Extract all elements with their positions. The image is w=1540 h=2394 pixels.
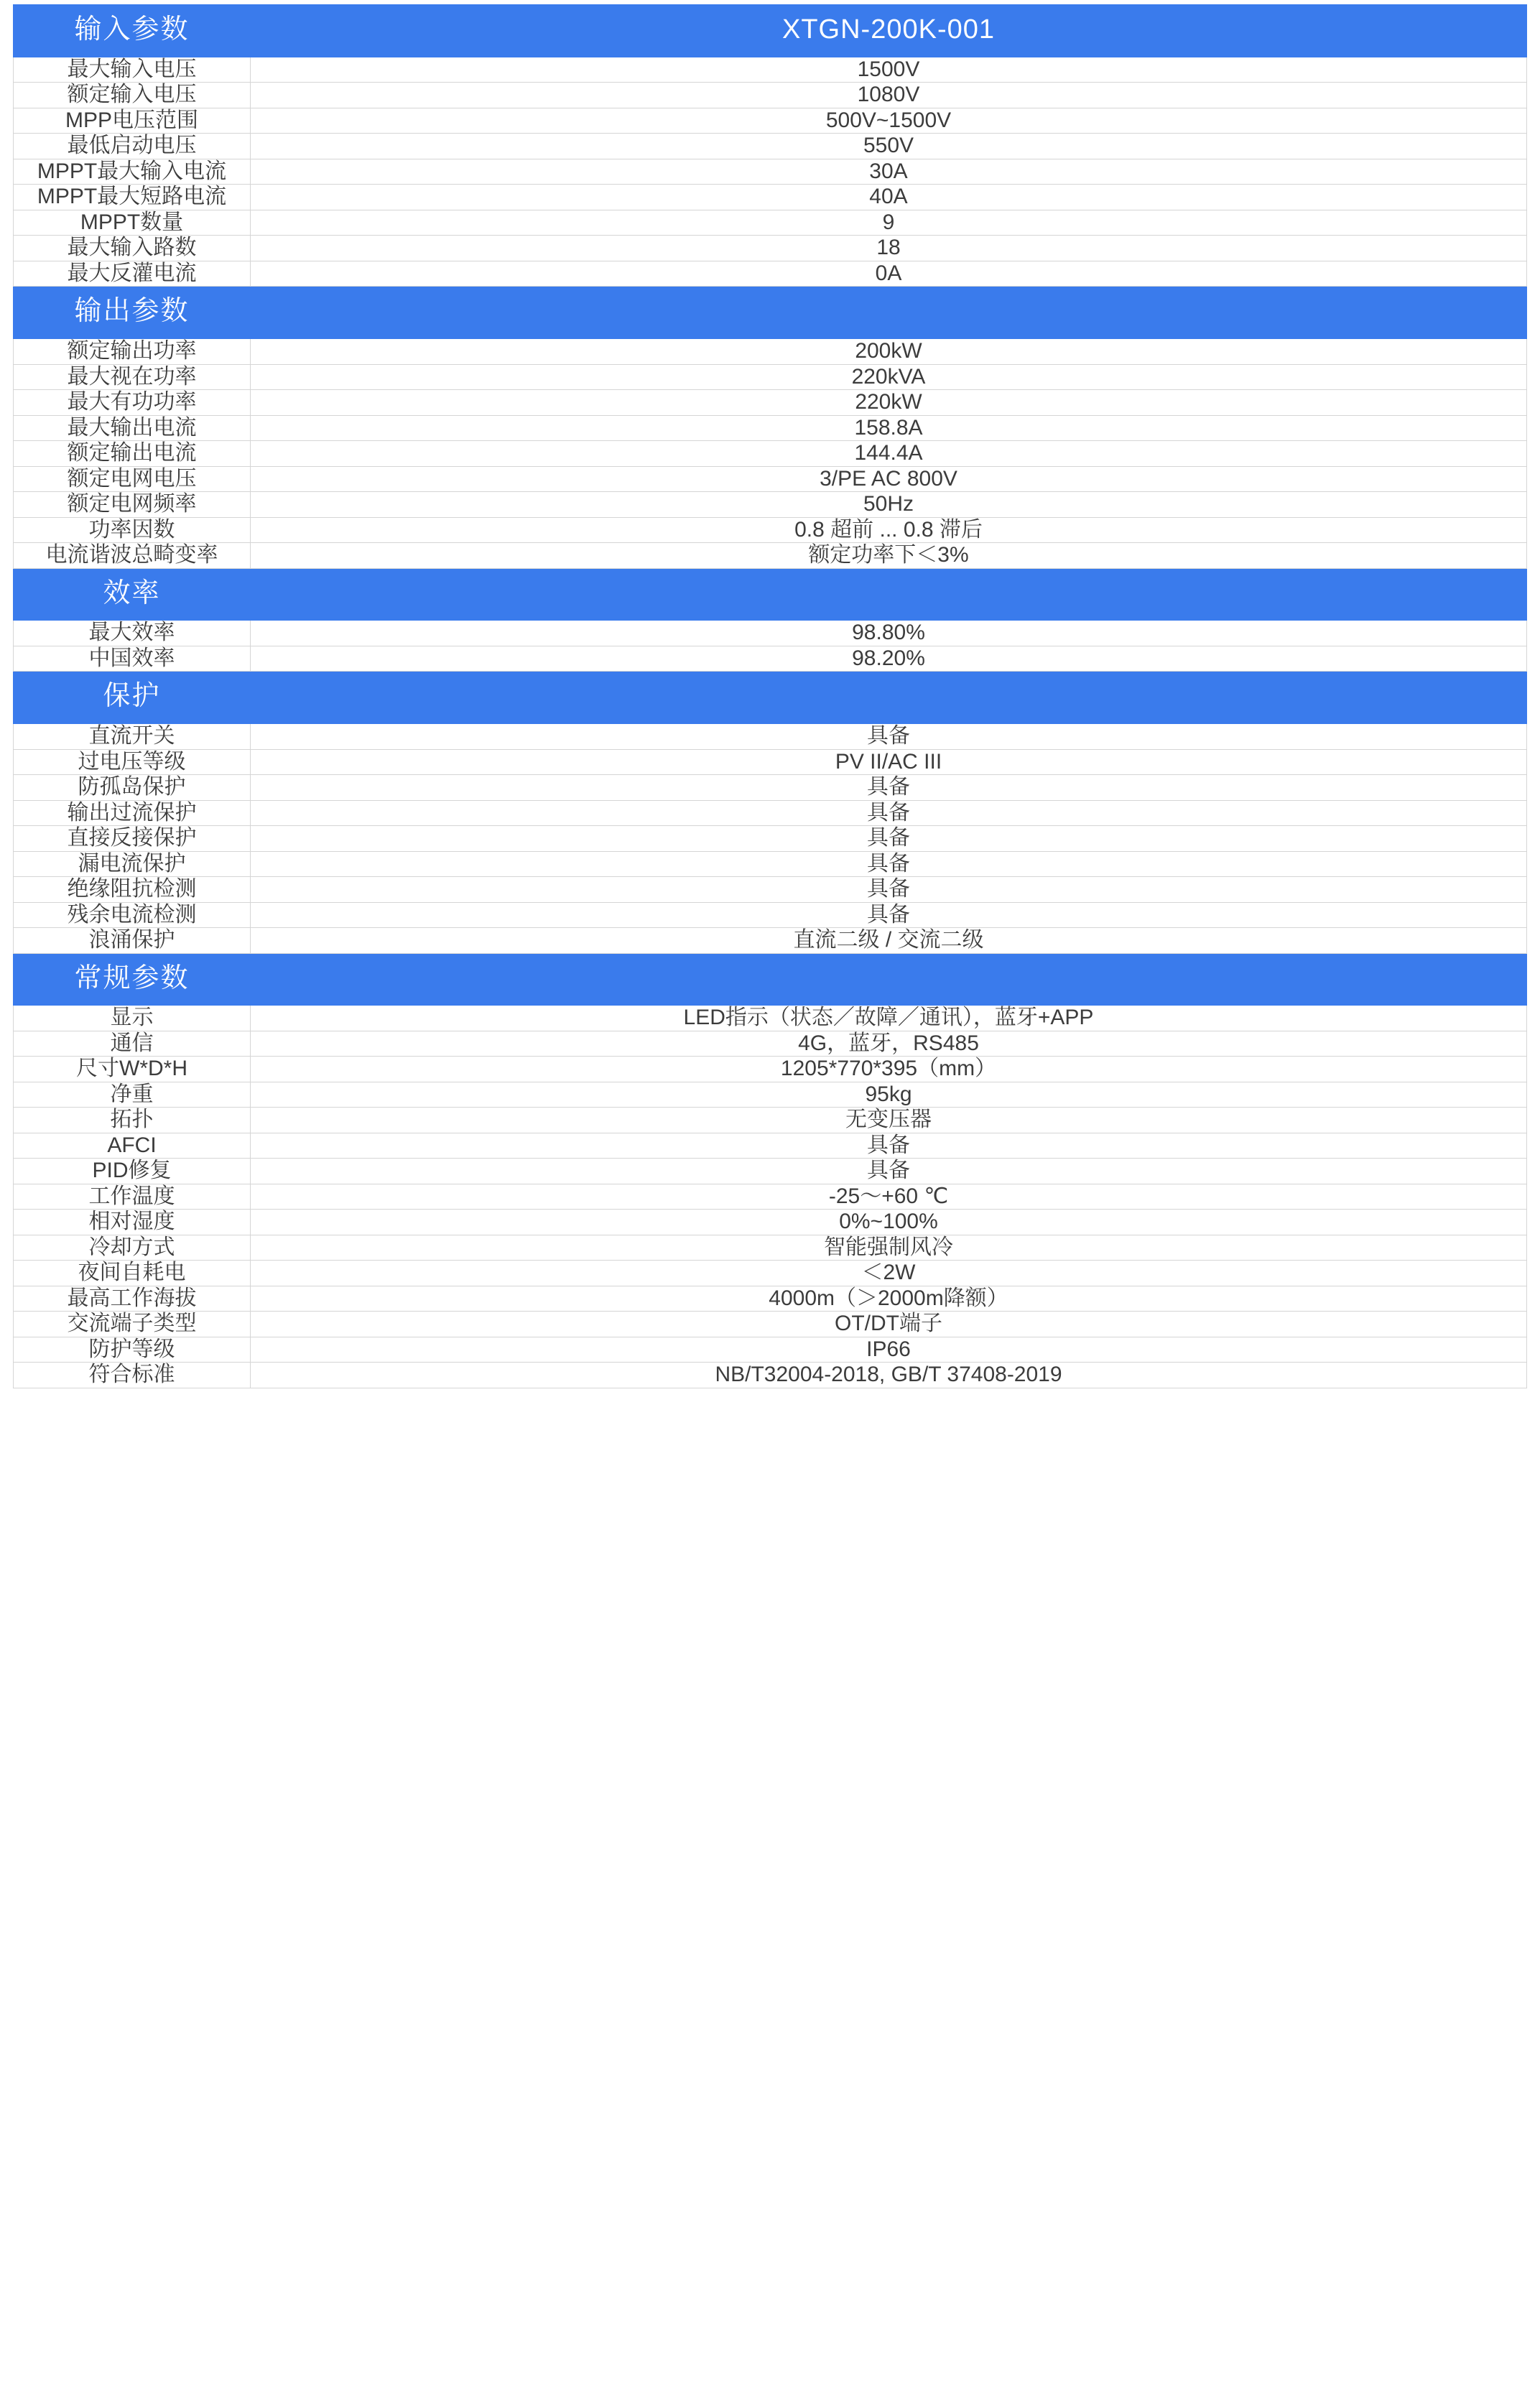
parameter-value: 3/PE AC 800V: [251, 466, 1527, 492]
parameter-value: 1500V: [251, 57, 1527, 83]
parameter-label: 最大输出电流: [14, 415, 251, 441]
parameter-value: 具备: [251, 1133, 1527, 1159]
parameter-value: 无变压器: [251, 1108, 1527, 1133]
parameter-value: PV II/AC III: [251, 749, 1527, 775]
table-row: [14, 517, 1527, 543]
table-row: [14, 749, 1527, 775]
table-row: [14, 1082, 1527, 1108]
table-row: [14, 1286, 1527, 1312]
parameter-value: 1205*770*395（mm）: [251, 1057, 1527, 1082]
model-title: XTGN-200K-001: [251, 5, 1527, 57]
parameter-label: 防孤岛保护: [14, 775, 251, 801]
table-row: [14, 1312, 1527, 1337]
table-row: [14, 1235, 1527, 1261]
table-row: [14, 159, 1527, 185]
parameter-value: OT/DT端子: [251, 1312, 1527, 1337]
parameter-value: 18: [251, 236, 1527, 261]
table-row: [14, 236, 1527, 261]
parameter-label: 中国效率: [14, 646, 251, 672]
parameter-value: 200kW: [251, 339, 1527, 365]
table-row: [14, 441, 1527, 467]
parameter-value: LED指示（状态／故障／通讯），蓝牙+APP: [251, 1006, 1527, 1031]
parameter-label: 额定输出电流: [14, 441, 251, 467]
table-row: [14, 57, 1527, 83]
section-header-filler: [251, 287, 1527, 339]
section-header-filler: [251, 953, 1527, 1006]
parameter-label: 冷却方式: [14, 1235, 251, 1261]
section-header-row: [14, 287, 1527, 339]
section-header-row: [14, 5, 1527, 57]
parameter-label: 最大输入路数: [14, 236, 251, 261]
parameter-value: 1080V: [251, 83, 1527, 108]
parameter-value: 98.20%: [251, 646, 1527, 672]
parameter-label: 额定输出功率: [14, 339, 251, 365]
table-row: [14, 1133, 1527, 1159]
parameter-label: 额定输入电压: [14, 83, 251, 108]
parameter-value: NB/T32004-2018, GB/T 37408-2019: [251, 1363, 1527, 1388]
section-title: 输出参数: [14, 287, 251, 339]
table-row: [14, 1031, 1527, 1057]
parameter-label: 额定电网电压: [14, 466, 251, 492]
table-row: [14, 800, 1527, 826]
table-row: [14, 902, 1527, 928]
table-row: [14, 108, 1527, 134]
parameter-value: 550V: [251, 134, 1527, 159]
table-row: [14, 826, 1527, 852]
section-title: 常规参数: [14, 953, 251, 1006]
table-row: [14, 1210, 1527, 1235]
parameter-value: 具备: [251, 902, 1527, 928]
parameter-value: 智能强制风冷: [251, 1235, 1527, 1261]
table-row: [14, 1184, 1527, 1210]
parameter-label: 通信: [14, 1031, 251, 1057]
table-row: [14, 1261, 1527, 1286]
parameter-value: 500V~1500V: [251, 108, 1527, 134]
section-header-row: [14, 953, 1527, 1006]
parameter-value: 具备: [251, 724, 1527, 750]
parameter-label: 相对湿度: [14, 1210, 251, 1235]
table-row: [14, 775, 1527, 801]
parameter-label: MPP电压范围: [14, 108, 251, 134]
parameter-label: AFCI: [14, 1133, 251, 1159]
section-title: 保护: [14, 672, 251, 724]
table-row: [14, 261, 1527, 287]
table-row: [14, 466, 1527, 492]
parameter-value: 具备: [251, 1159, 1527, 1184]
table-row: [14, 1159, 1527, 1184]
parameter-label: MPPT数量: [14, 210, 251, 236]
parameter-label: 漏电流保护: [14, 851, 251, 877]
parameter-value: 220kVA: [251, 364, 1527, 390]
parameter-value: 220kW: [251, 390, 1527, 416]
table-row: [14, 621, 1527, 646]
parameter-label: 最大视在功率: [14, 364, 251, 390]
parameter-label: 显示: [14, 1006, 251, 1031]
parameter-label: 最大有功功率: [14, 390, 251, 416]
table-row: [14, 185, 1527, 210]
parameter-value: 具备: [251, 800, 1527, 826]
table-row: [14, 543, 1527, 569]
parameter-value: 额定功率下＜3%: [251, 543, 1527, 569]
section-header-row: [14, 672, 1527, 724]
table-row: [14, 1363, 1527, 1388]
parameter-label: 直流开关: [14, 724, 251, 750]
parameter-label: 额定电网频率: [14, 492, 251, 518]
parameter-label: 最高工作海拔: [14, 1286, 251, 1312]
parameter-value: 具备: [251, 775, 1527, 801]
specification-table: [13, 4, 1527, 1388]
parameter-label: 电流谐波总畸变率: [14, 543, 251, 569]
table-row: [14, 390, 1527, 416]
section-title: 效率: [14, 568, 251, 621]
parameter-value: 50Hz: [251, 492, 1527, 518]
parameter-label: 符合标准: [14, 1363, 251, 1388]
table-row: [14, 928, 1527, 954]
table-row: [14, 1057, 1527, 1082]
parameter-value: 0A: [251, 261, 1527, 287]
table-row: [14, 415, 1527, 441]
table-row: [14, 134, 1527, 159]
table-row: [14, 646, 1527, 672]
parameter-label: 防护等级: [14, 1337, 251, 1363]
section-header-filler: [251, 672, 1527, 724]
parameter-value: 直流二级 / 交流二级: [251, 928, 1527, 954]
parameter-label: 最低启动电压: [14, 134, 251, 159]
table-row: [14, 851, 1527, 877]
table-row: [14, 1337, 1527, 1363]
parameter-label: 最大效率: [14, 621, 251, 646]
parameter-value: 40A: [251, 185, 1527, 210]
parameter-value: 具备: [251, 851, 1527, 877]
table-row: [14, 1006, 1527, 1031]
section-header-row: [14, 568, 1527, 621]
parameter-value: 9: [251, 210, 1527, 236]
parameter-label: 工作温度: [14, 1184, 251, 1210]
table-row: [14, 210, 1527, 236]
parameter-label: 过电压等级: [14, 749, 251, 775]
section-header-filler: [251, 568, 1527, 621]
parameter-label: 尺寸W*D*H: [14, 1057, 251, 1082]
parameter-value: 4000m（＞2000m降额）: [251, 1286, 1527, 1312]
parameter-label: MPPT最大输入电流: [14, 159, 251, 185]
table-row: [14, 877, 1527, 903]
parameter-value: IP66: [251, 1337, 1527, 1363]
parameter-value: 144.4A: [251, 441, 1527, 467]
parameter-value: -25～+60 ℃: [251, 1184, 1527, 1210]
parameter-label: 残余电流检测: [14, 902, 251, 928]
table-row: [14, 492, 1527, 518]
table-row: [14, 364, 1527, 390]
parameter-value: ＜2W: [251, 1261, 1527, 1286]
parameter-label: 直接反接保护: [14, 826, 251, 852]
table-row: [14, 724, 1527, 750]
parameter-value: 95kg: [251, 1082, 1527, 1108]
parameter-label: MPPT最大短路电流: [14, 185, 251, 210]
parameter-value: 98.80%: [251, 621, 1527, 646]
parameter-value: 0%~100%: [251, 1210, 1527, 1235]
parameter-label: 绝缘阻抗检测: [14, 877, 251, 903]
parameter-label: 浪涌保护: [14, 928, 251, 954]
parameter-value: 30A: [251, 159, 1527, 185]
parameter-label: 净重: [14, 1082, 251, 1108]
table-row: [14, 1108, 1527, 1133]
parameter-value: 具备: [251, 826, 1527, 852]
parameter-value: 0.8 超前 ... 0.8 滞后: [251, 517, 1527, 543]
table-row: [14, 83, 1527, 108]
parameter-label: 夜间自耗电: [14, 1261, 251, 1286]
table-row: [14, 339, 1527, 365]
parameter-value: 4G，蓝牙，RS485: [251, 1031, 1527, 1057]
parameter-label: 交流端子类型: [14, 1312, 251, 1337]
parameter-label: 最大输入电压: [14, 57, 251, 83]
section-title: 输入参数: [14, 5, 251, 57]
parameter-label: PID修复: [14, 1159, 251, 1184]
parameter-label: 最大反灌电流: [14, 261, 251, 287]
parameter-label: 功率因数: [14, 517, 251, 543]
parameter-value: 具备: [251, 877, 1527, 903]
parameter-label: 输出过流保护: [14, 800, 251, 826]
parameter-value: 158.8A: [251, 415, 1527, 441]
parameter-label: 拓扑: [14, 1108, 251, 1133]
